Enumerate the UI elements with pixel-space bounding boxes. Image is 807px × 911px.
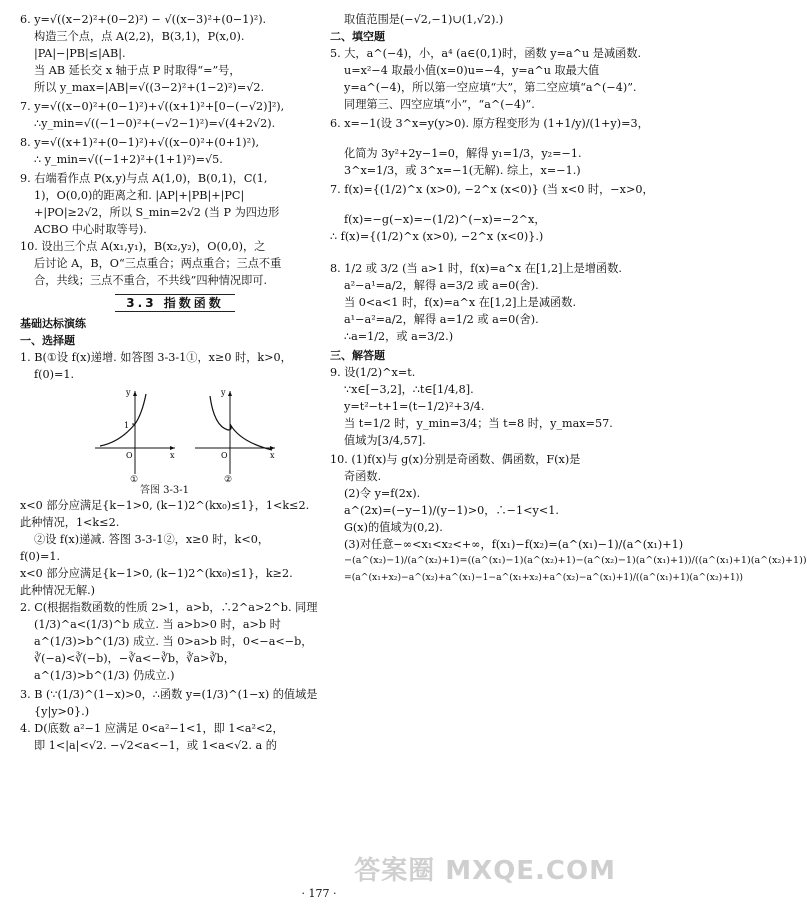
- text-line: a^(1/3)>b^(1/3) 成立. 当 0>a>b 时，0<−a<−b，: [34, 635, 313, 648]
- text-line: y=t²−t+1=(t−1/2)²+3/4.: [344, 400, 485, 413]
- text-line: ②设 f(x)递减. 答图 3-3-1②，x≥0 时，k<0，: [34, 533, 270, 546]
- text-line: 9. 设(1/2)^x=t.: [330, 366, 416, 379]
- text-line: 此种情况无解.): [20, 584, 96, 597]
- text-line: 1. B(①设 f(x)递增. 如答图 3-3-1①，x≥0 时，k>0，: [20, 351, 292, 364]
- text-line: 当 t=1/2 时，y_min=3/4；当 t=8 时，y_max=57.: [344, 417, 613, 430]
- text-line: 9. 右端看作点 P(x,y)与点 A(1,0)，B(0,1)，C(1,: [20, 172, 268, 185]
- text-line: 6. x=−1(设 3^x=y(y>0). 原方程变形为 (1+1/y)/(1+y)=3，: [330, 117, 649, 130]
- text-line: 10. 设出三个点 A(x₁,y₁)，B(x₂,y₂)，O(0,0)，之: [20, 240, 266, 253]
- figure-label-1: ①: [130, 475, 139, 485]
- text-line: −(a^(x₂)−1)/(a^(x₂)+1)=((a^(x₁)−1)(a^(x₂)+1)−(a^(x₂)−1)(a^(x₁)+1))/((a^(x₁)+1)(a^(x₂)+1)): [344, 555, 807, 566]
- heading-solutions: 三、解答题: [330, 349, 385, 362]
- text-line: (2)令 y=f(2x).: [344, 487, 421, 500]
- text-line: 构造三个点，点 A(2,2)，B(3,1)，P(x,0).: [34, 30, 245, 43]
- text-line: ACBO 中心时取等号).: [34, 223, 147, 236]
- text-line: 6. y=√((x−2)²+(0−2)²) − √((x−3)²+(0−1)²).: [20, 13, 267, 26]
- text-line: ∴a=1/2，或 a=3/2.): [344, 330, 454, 343]
- text-line: 后讨论 A，B，O“三点重合；两点重合；三点不重: [34, 257, 282, 270]
- text-line: 8. 1/2 或 3/2 (当 a>1 时，f(x)=a^x 在[1,2]上是增函数.: [330, 262, 622, 275]
- text-line: 2. C(根据指数函数的性质 2>1，a>b，∴2^a>2^b. 同理: [20, 601, 318, 614]
- text-line: (3)对任意−∞<x₁<x₂<+∞，f(x₁)−f(x₂)=(a^(x₁)−1)/(a^(x₁)+1): [344, 538, 684, 551]
- text-line: (1/3)^a<(1/3)^b 成立. 当 a>b>0 时，a>b 时: [34, 618, 281, 631]
- text-line: =(a^(x₁+x₂)−a^(x₂)+a^(x₁)−1−a^(x₁+x₂)+a^(x₂)−a^(x₁)+1)/((a^(x₁)+1)(a^(x₂)+1)): [344, 572, 743, 583]
- text-line: {y|y>0}.): [34, 705, 90, 718]
- text-line: a^(1/3)>b^(1/3) 仍成立.): [34, 669, 175, 682]
- graph-decreasing: [195, 388, 275, 485]
- text-line: ∵x∈[−3,2]，∴t∈[1/4,8].: [344, 383, 474, 396]
- text-line: 化简为 3y²+2y−1=0，解得 y₁=1/3，y₂=−1.: [344, 147, 582, 160]
- answer-figure-3-3-1: [90, 386, 315, 484]
- text-line: |PA|−|PB|≤|AB|.: [34, 47, 126, 60]
- text-line: 8. y=√((x+1)²+(0−1)²)+√((x−0)²+(0+1)²),: [20, 136, 259, 149]
- function-graphs: [90, 386, 280, 484]
- figure-caption: 答图 3-3-1: [140, 485, 190, 496]
- text-line: a²−a¹=a/2，解得 a=3/2 或 a=0(舍).: [344, 279, 539, 292]
- text-line: 当 0<a<1 时，f(x)=a^x 在[1,2]上是减函数.: [344, 296, 576, 309]
- svg-text:O: O: [221, 451, 228, 460]
- svg-text:x: x: [270, 451, 275, 460]
- text-line: 3^x=1/3，或 3^x=−1(无解). 综上，x=−1.): [344, 164, 581, 177]
- heading-fill-in: 二、填空题: [330, 30, 385, 43]
- figure-label-2: ②: [224, 475, 233, 485]
- section-title: 3.3 指数函数: [115, 294, 235, 312]
- text-line: +|PO|≥2√2，所以 S_min=2√2 (当 P 为四边形: [34, 206, 280, 219]
- text-line: 即 1<|a|<√2. −√2<a<−1，或 1<a<√2. a 的: [34, 739, 277, 752]
- text-line: f(x)=−g(−x)=−(1/2)^(−x)=−2^x，: [344, 213, 546, 226]
- text-line: 奇函数.: [344, 470, 382, 483]
- text-line: 7. f(x)={(1/2)^x (x>0), −2^x (x<0)} (当 x<0 时，−x>0，: [330, 183, 654, 196]
- text-line: 同理第三、四空应填“小”，“a^(−4)”.: [344, 98, 535, 111]
- text-line: x<0 部分应满足{k−1>0, (k−1)2^(kx₀)≤1}，1<k≤2.: [20, 499, 310, 512]
- text-line: 1)，O(0,0)的距离之和. |AP|+|PB|+|PC|: [34, 189, 245, 202]
- text-line: G(x)的值域为(0,2).: [344, 521, 443, 534]
- text-line: f(0)=1.: [34, 368, 75, 381]
- text-line: u=x²−4 取最小值(x=0)u=−4，y=a^u 取最大值: [344, 64, 600, 77]
- graph-increasing: [95, 388, 175, 485]
- text-line: ∴ y_min=√((−1+2)²+(1+1)²)=√5.: [34, 153, 223, 166]
- text-line: 当 AB 延长交 x 轴于点 P 时取得“=”号，: [34, 64, 241, 77]
- text-line: 此种情况，1<k≤2.: [20, 516, 120, 529]
- text-line: y=a^(−4)，所以第一空应填“大”，第二空应填“a^(−4)”.: [344, 81, 637, 94]
- text-line: 值域为[3/4,57].: [344, 434, 426, 447]
- text-line: f(0)=1.: [20, 550, 61, 563]
- left-column: [20, 13, 318, 757]
- text-line: 7. y=√((x−0)²+(0−1)²)+√((x+1)²+[0−(−√2)]²),: [20, 100, 285, 113]
- text-line: 4. D(底数 a²−1 应满足 0<a²−1<1，即 1<a²<2，: [20, 722, 284, 735]
- heading-multiple-choice: 一、选择题: [20, 334, 75, 347]
- text-line: x<0 部分应满足{k−1>0, (k−1)2^(kx₀)≤1}，k≥2.: [20, 567, 293, 580]
- text-line: 10. (1)f(x)与 g(x)分别是奇函数、偶函数，F(x)是: [330, 453, 581, 466]
- text-line: a¹−a²=a/2，解得 a=1/2 或 a=0(舍).: [344, 313, 539, 326]
- text-line: a^(2x)=(−y−1)/(y−1)>0，∴−1<y<1.: [344, 504, 559, 517]
- text-line: 取值范围是(−√2,−1)∪(1,√2).): [344, 13, 504, 26]
- text-line: 所以 y_max=|AB|=√((3−2)²+(1−2)²)=√2.: [34, 81, 265, 94]
- text-line: ∴y_min=√((−1−0)²+(−√2−1)²)=√(4+2√2).: [34, 117, 276, 130]
- text-line: ∛(−a)<∛(−b)，−∛a<−∛b，∛a>∛b，: [34, 652, 235, 665]
- page-number: · 177 ·: [301, 887, 337, 900]
- svg-text:y: y: [126, 388, 131, 397]
- svg-text:O: O: [126, 451, 133, 460]
- text-line: 5. 大，a^(−4)，小，a⁴ (a∈(0,1)时，函数 y=a^u 是减函数.: [330, 47, 642, 60]
- text-line: 3. B (∵(1/3)^(1−x)>0，∴函数 y=(1/3)^(1−x) 的值域是: [20, 688, 318, 701]
- svg-text:y: y: [221, 388, 226, 397]
- text-line: ∴ f(x)={(1/2)^x (x>0), −2^x (x<0)}.): [330, 230, 544, 243]
- watermark-logo: 答案圈 MXQE.COM: [354, 856, 616, 886]
- svg-text:x: x: [170, 451, 175, 460]
- svg-text:1: 1: [124, 421, 130, 430]
- text-line: 合，共线；三点不重合，不共线”四种情况即可.: [34, 274, 268, 287]
- right-column: [330, 13, 807, 590]
- heading-basic-practice: 基础达标演练: [20, 317, 86, 330]
